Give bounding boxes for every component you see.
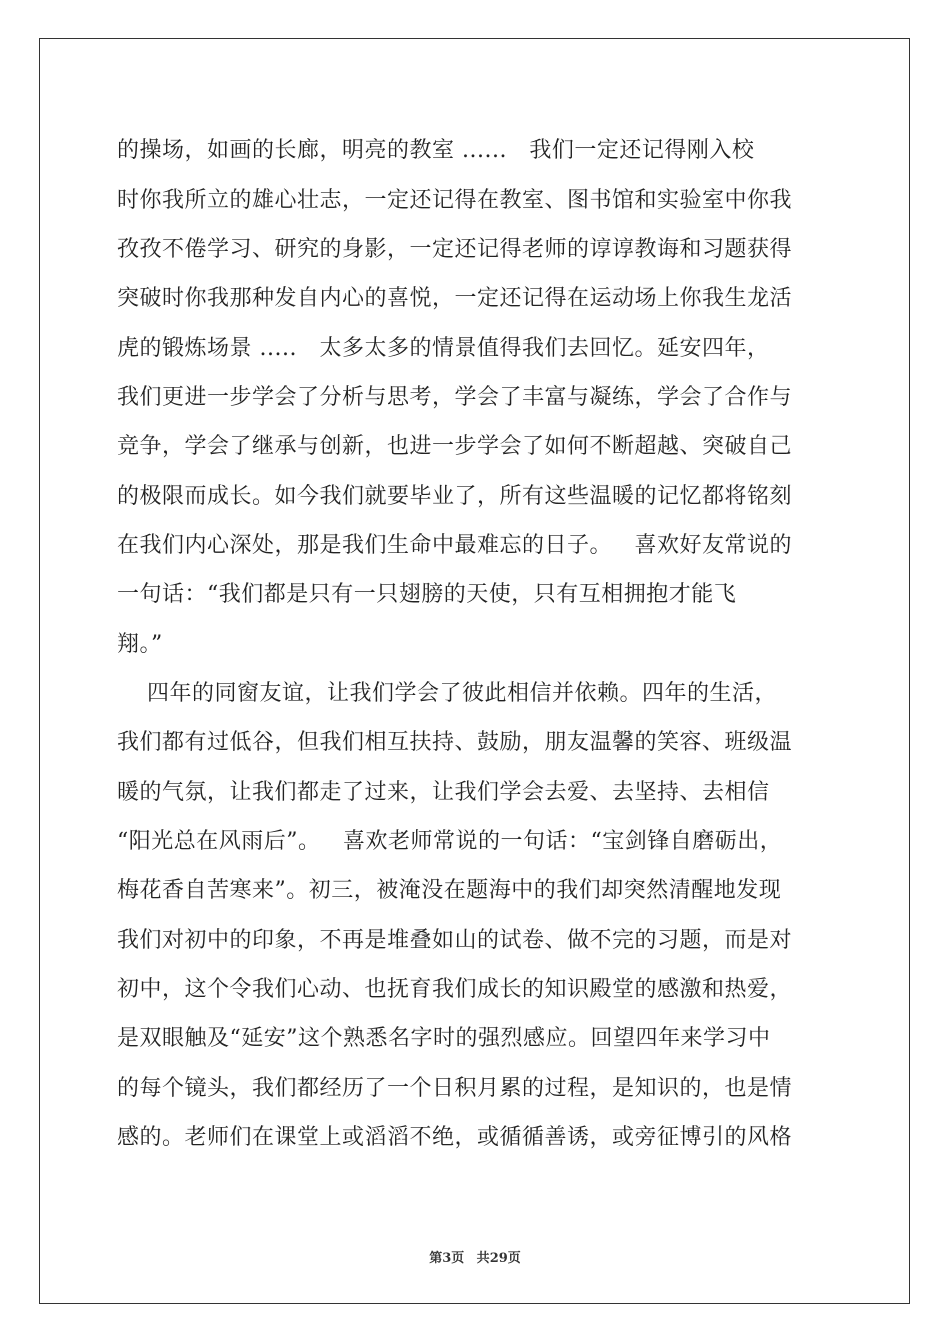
- text-line: 一句话：“我们都是只有一只翅膀的天使，只有互相拥抱才能飞: [117, 582, 737, 607]
- text-line: 四年的同窗友谊，让我们学会了彼此相信并依赖。四年的生活，: [117, 681, 777, 706]
- text-line: 孜孜不倦学习、研究的身影，一定还记得老师的谆谆教诲和习题获得: [117, 237, 793, 262]
- text-line: 梅花香自苦寒来”。初三，被淹没在题海中的我们却突然清醒地发现: [117, 878, 782, 903]
- text-line: 的操场，如画的长廊，明亮的教室 ...... 我们一定还记得刚入校: [117, 138, 755, 163]
- text-line: 竞争，学会了继承与创新，也进一步学会了如何不断超越、突破自己: [117, 434, 793, 459]
- page-border: [39, 38, 910, 1304]
- page-footer: [0, 1247, 950, 1266]
- text-line: 我们更进一步学会了分析与思考，学会了丰富与凝练，学会了合作与: [117, 385, 793, 410]
- text-line: 暖的气氛，让我们都走了过来，让我们学会去爱、去坚持、去相信: [117, 780, 770, 805]
- text-line: 时你我所立的雄心壮志，一定还记得在教室、图书馆和实验室中你我: [117, 188, 793, 213]
- text-line: 我们对初中的印象，不再是堆叠如山的试卷、做不完的习题，而是对: [117, 928, 793, 953]
- page-prefix: 第: [429, 1251, 443, 1266]
- total-prefix: 共: [476, 1251, 490, 1266]
- text-line: 是双眼触及“延安”这个熟悉名字时的强烈感应。回望四年来学习中: [117, 1026, 771, 1051]
- total-unit: 页: [507, 1251, 521, 1266]
- text-line: 的极限而成长。如今我们就要毕业了，所有这些温暖的记忆都将铭刻: [117, 484, 793, 509]
- text-line: “阳光总在风雨后”。 喜欢老师常说的一句话：“宝剑锋自磨砺出，: [117, 829, 783, 854]
- text-line: 感的。老师们在课堂上或滔滔不绝，或循循善诱，或旁征博引的风格: [117, 1125, 793, 1150]
- text-line: 我们都有过低谷，但我们相互扶持、鼓励，朋友温馨的笑容、班级温: [117, 730, 793, 755]
- text-line: 的每个镜头，我们都经历了一个日积月累的过程，是知识的，也是情: [117, 1076, 793, 1101]
- page-unit: 页: [451, 1251, 465, 1266]
- text-line: 突破时你我那种发自内心的喜悦，一定还记得在运动场上你我生龙活: [117, 286, 793, 311]
- text-line: 在我们内心深处，那是我们生命中最难忘的日子。 喜欢好友常说的: [117, 533, 792, 558]
- text-line: 翔。”: [117, 632, 163, 657]
- text-line: 初中，这个令我们心动、也抚育我们成长的知识殿堂的感激和热爱，: [117, 977, 793, 1002]
- page-number: 3: [442, 1251, 452, 1266]
- total-pages: 29: [489, 1251, 508, 1266]
- text-line: 虎的锻炼场景 ..... 太多太多的情景值得我们去回忆。延安四年，: [117, 336, 770, 361]
